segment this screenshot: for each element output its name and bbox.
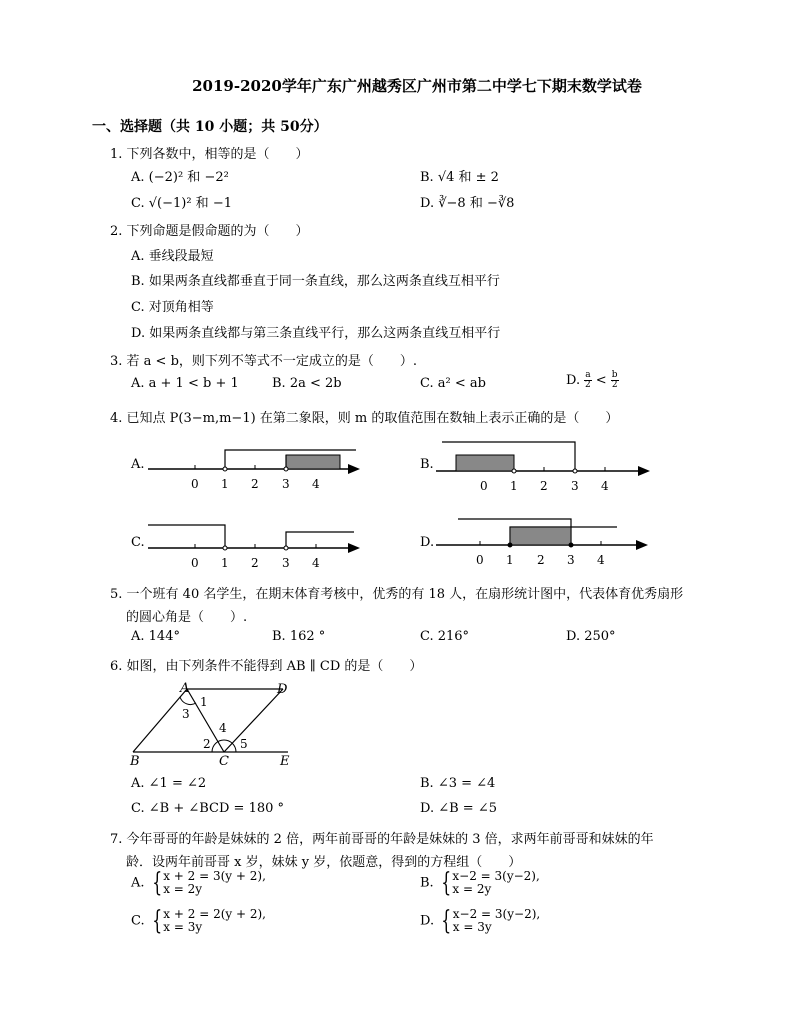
equation-line: x−2 = 3(y−2), (452, 907, 541, 921)
tick-2: 2 (251, 556, 259, 570)
q2-option-d[interactable]: D. 如果两条直线都与第三条直线平行，那么这两条直线互相平行 (131, 326, 501, 341)
option-label: D. (420, 196, 439, 211)
point-A: A (180, 681, 190, 696)
q5-option-a[interactable]: A. 144° (131, 629, 180, 644)
tick-1: 1 (221, 477, 229, 491)
question-1-stem: 1. 下列各数中，相等的是（ ） (110, 147, 309, 162)
q6-option-a[interactable]: A. ∠1 = ∠2 (131, 776, 207, 791)
option-label: B. (420, 170, 438, 185)
option-label: C. (131, 196, 149, 211)
q4-option-b-label[interactable]: B. (420, 457, 434, 472)
denominator: 2 (611, 380, 618, 390)
equation-line: x−2 = 3(y−2), (452, 869, 540, 883)
numerator: b (611, 370, 618, 380)
tick-1: 1 (506, 553, 514, 567)
tick-2: 2 (540, 479, 548, 493)
q2-option-c[interactable]: C. 对顶角相等 (131, 300, 214, 315)
angle-4: 4 (219, 721, 227, 735)
question-2-stem: 2. 下列命题是假命题的为（ ） (110, 224, 309, 239)
q3-option-c[interactable]: C. a² < ab (420, 376, 486, 391)
tick-3: 3 (571, 479, 579, 493)
number-line-a (148, 450, 360, 491)
question-7-stem-line-1: 7. 今年哥哥的年龄是妹妹的 2 倍，两年前哥哥的年龄是妹妹的 3 倍，求两年前哥哥和妹妹的年 (110, 832, 654, 847)
option-label: D. (420, 913, 439, 929)
point-C: C (219, 754, 229, 769)
q6-option-d[interactable]: D. ∠B = ∠5 (420, 801, 497, 816)
q7-option-d[interactable] (420, 908, 540, 934)
tick-3: 3 (282, 556, 290, 570)
equation-line: x = 2y (452, 882, 492, 896)
left-brace-icon: { (151, 868, 162, 898)
option-label: C. (131, 913, 149, 929)
equation-system (452, 870, 539, 896)
question-6-stem: 6. 如图，由下列条件不能得到 AB ∥ CD 的是（ ） (110, 659, 423, 674)
q5-option-b[interactable]: B. 162 ° (272, 629, 326, 644)
q3-option-a[interactable]: A. a + 1 < b + 1 (131, 376, 239, 391)
question-7-stem-line-2: 龄．设两年前哥哥 x 岁，妹妹 y 岁，依题意，得到的方程组（ ） (126, 855, 522, 870)
equation-system (453, 908, 540, 934)
tick-4: 4 (312, 556, 320, 570)
less-than-sign: < (595, 373, 607, 388)
option-text: √4 和 ± 2 (437, 170, 499, 185)
angle-1: 1 (200, 695, 208, 709)
q4-option-c-label[interactable]: C. (131, 535, 145, 550)
option-label: A. (131, 875, 149, 891)
option-label: B. (420, 875, 438, 891)
tick-0: 0 (191, 556, 199, 570)
tick-0: 0 (476, 553, 484, 567)
tick-3: 3 (282, 477, 290, 491)
q4-option-a-label[interactable]: A. (131, 457, 145, 472)
option-text: √(−1)² 和 −1 (148, 196, 232, 211)
q2-option-b[interactable]: B. 如果两条直线都垂直于同一条直线，那么这两条直线互相平行 (131, 274, 500, 289)
number-line-d (436, 519, 648, 567)
numerator: a (585, 370, 591, 380)
q7-option-b[interactable] (420, 870, 540, 896)
left-brace-icon: { (152, 906, 162, 936)
tick-4: 4 (601, 479, 609, 493)
q3-option-b[interactable]: B. 2a < 2b (272, 376, 342, 391)
equation-system (163, 908, 266, 934)
q5-option-c[interactable]: C. 216° (420, 629, 470, 644)
q6-option-b[interactable]: B. ∠3 = ∠4 (420, 776, 496, 791)
tick-3: 3 (567, 553, 575, 567)
q7-option-a[interactable] (131, 870, 266, 896)
tick-2: 2 (537, 553, 545, 567)
option-label: D. (566, 373, 585, 388)
equation-line: x + 2 = 2(y + 2), (163, 907, 266, 921)
equation-system (163, 870, 266, 896)
equation-line: x = 3y (163, 920, 203, 934)
angle-3: 3 (182, 707, 190, 721)
point-B: B (130, 754, 140, 769)
q5-option-d[interactable]: D. 250° (566, 629, 616, 644)
question-4-stem: 4. 已知点 P(3−m,m−1) 在第二象限，则 m 的取值范围在数轴上表示正确的是（ ） (110, 411, 619, 426)
q6-geometry-figure (129, 681, 290, 769)
q7-option-c[interactable] (131, 908, 266, 934)
page-title: 2019-2020学年广东广州越秀区广州市第二中学七下期末数学试卷 (192, 77, 642, 95)
left-brace-icon: { (441, 868, 452, 898)
q6-option-c[interactable]: C. ∠B + ∠BCD = 180 ° (131, 801, 285, 816)
tick-1: 1 (510, 479, 518, 493)
question-3-stem: 3. 若 a < b，则下列不等式不一定成立的是（ ）. (110, 354, 418, 369)
denominator: 2 (585, 380, 591, 390)
option-label: A. (131, 170, 149, 185)
equation-line: x + 2 = 3(y + 2), (163, 869, 266, 883)
q2-option-a[interactable]: A. 垂线段最短 (131, 249, 214, 264)
q4-option-d-label[interactable]: D. (420, 535, 435, 550)
tick-2: 2 (251, 477, 259, 491)
left-brace-icon: { (441, 906, 452, 936)
question-5-stem-line-1: 5. 一个班有 40 名学生，在期末体育考核中，优秀的有 18 人，在扇形统计图中，代表体育优秀扇形 (110, 587, 684, 602)
tick-4: 4 (597, 553, 605, 567)
number-line-c (148, 525, 360, 570)
option-text: ∛−8 和 −∛8 (438, 196, 515, 211)
equation-line: x = 3y (452, 920, 492, 934)
tick-1: 1 (221, 556, 229, 570)
equation-line: x = 2y (163, 882, 203, 896)
section-heading: 一、选择题（共 10 小题；共 50分） (92, 119, 328, 135)
angle-5: 5 (240, 737, 248, 751)
point-D: D (277, 682, 288, 697)
tick-4: 4 (312, 477, 320, 491)
angle-2: 2 (203, 737, 211, 751)
point-E: E (280, 754, 290, 769)
tick-0: 0 (191, 477, 199, 491)
option-text: (−2)² 和 −2² (148, 170, 229, 185)
question-5-stem-line-2: 的圆心角是（ ）. (126, 610, 248, 625)
number-line-b (436, 442, 650, 493)
tick-0: 0 (480, 479, 488, 493)
